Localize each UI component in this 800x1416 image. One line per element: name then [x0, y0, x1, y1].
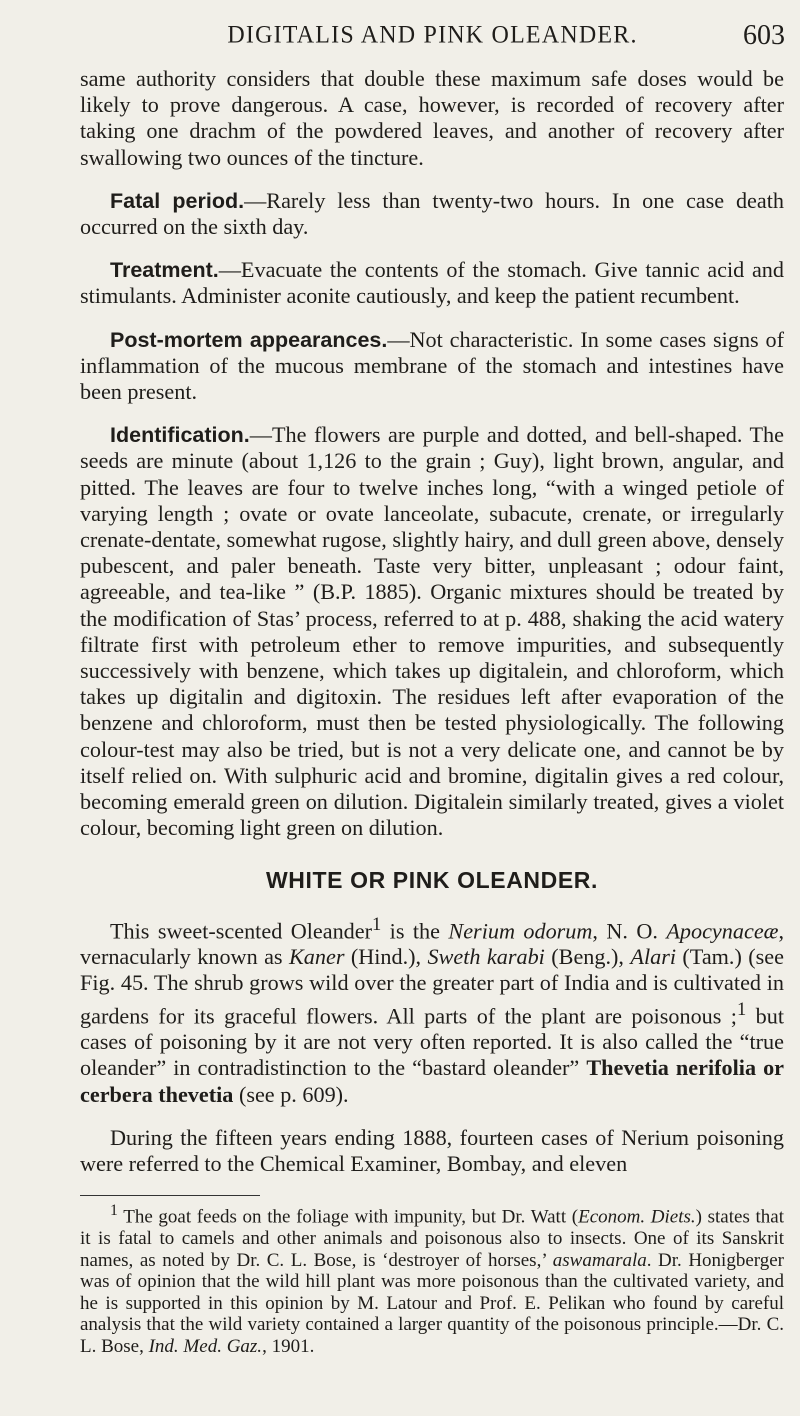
footnote-ref-1: 1 [372, 914, 382, 935]
footnote-journal: Ind. Med. Gaz. [148, 1335, 263, 1357]
oleander-text-3: , N. O. [592, 918, 667, 944]
identification-heading: Identification. [110, 423, 250, 448]
paragraph-post-mortem [80, 327, 784, 406]
family-name: Apocynaceæ [666, 918, 779, 944]
paragraph-fifteen-years: During the fifteen years ending 1888, fourteen cases of Nerium poisoning were referred to the Chemical Examiner, Bombay, and eleven [80, 1124, 784, 1177]
running-head: DIGITALIS AND PINK OLEANDER. [227, 21, 638, 49]
vernacular-sweth: Sweth karabi [427, 944, 545, 970]
paragraph-oleander [80, 912, 784, 1108]
fatal-period-heading: Fatal period. [110, 188, 245, 213]
paragraph-treatment [80, 257, 784, 309]
footnote-text-4: , 1901. [262, 1335, 315, 1357]
oleander-text-6: (Beng.), [544, 944, 631, 970]
body-text [80, 66, 784, 1357]
paragraph-safe-doses: same authority considers that double these maximum safe doses would be likely to prove dangerous. A case, however, is recorded of recovery after taking one drachm of the powdered leaves, and another of recovery after swallowing two ounces of the tincture. [80, 66, 784, 170]
footnote-text-1: The goat feeds on the foliage with impunity, but Dr. Watt ( [117, 1206, 579, 1228]
post-mortem-heading: Post-mortem appearances. [110, 327, 388, 352]
oleander-text-2: is the [381, 918, 449, 944]
footnote-text-2: ) states that it is fatal to camels and other animals and poisonous also to insects. One of its Sanskrit names, as noted by Dr. C. L. Bose, is ‘destroyer of horses,’ [80, 1206, 784, 1271]
paragraph-fatal-period [80, 188, 784, 240]
footnote-econ: Econom. Diets. [578, 1206, 696, 1228]
footnote-marker: 1 [110, 1202, 118, 1220]
thevetia-name: Thevetia nerifolia or cerbera thevetia [80, 1055, 785, 1107]
vernacular-kaner: Kaner [288, 944, 345, 970]
paragraph-identification [80, 422, 784, 841]
post-mortem-text: —Not characteristic. In some cases signs of inflammation of the mucous membrane of the stomach and intestines have been present. [80, 326, 785, 405]
treatment-heading: Treatment. [110, 258, 219, 283]
footnote-text-3: . Dr. Honigberger was of opinion that the wild hill plant was more poisonous than the cultivated variety, and he is supported in this opinion by M. Latour and Prof. E. Pelikan who found by careful analysis that the wild variety contained a larger quantity of the poisonous principle.—Dr. C. L. Bose, [80, 1249, 784, 1357]
vernacular-alari: Alari [630, 944, 677, 970]
oleander-text-9: (see p. 609). [233, 1081, 349, 1107]
oleander-text-7: (Tam.) (see Fig. 45. The shrub grows wild over the greater part of India and is cultivated in gardens for its graceful flowers. All parts of the plant are poisonous ; [80, 944, 784, 1029]
latin-name: Nerium odorum [448, 918, 593, 944]
oleander-text-8: but cases of poisoning by it are not very often reported. It is also called the “true oleander” in contradistinction to the “bastard oleander” [80, 1003, 784, 1081]
page-number: 603 [743, 20, 785, 51]
oleander-text-1: This sweet-scented Oleander [110, 918, 373, 944]
fatal-period-text: —Rarely less than twenty-two hours. In one case death occurred on the sixth day. [80, 187, 784, 240]
section-title: WHITE OR PINK OLEANDER. [266, 867, 598, 894]
footnote-aswa: aswamarala [552, 1249, 647, 1271]
footnote [80, 1200, 784, 1357]
page-header [80, 18, 785, 58]
oleander-text-5: (Hind.), [344, 944, 428, 970]
footnote-ref-2: 1 [736, 999, 747, 1020]
treatment-text: —Evacuate the contents of the stomach. Give tannic acid and stimulants. Administer aconite cautiously, and keep the patient recumbent. [80, 257, 784, 309]
footnote-rule [80, 1195, 260, 1196]
identification-text: —The flowers are purple and dotted, and bell-shaped. The seeds are minute (about 1,126 to the grain ; Guy), light brown, angular, and pitted. The leaves are four to twelve inches long, “with a winged petiole of varying length ; ovate or ovate lanceolate, subacute, crenate, or irregularly crenate-dentate, somewhat rugose, slightly hairy, and dull green above, densely pubescent, and paler beneath. Taste very bitter, unpleasant ; odour faint, agreeable, and tea-like ” (B.P. 1885). Organic mixtures should be treated by the modification of Stas’ process, referred to at p. 488, shaking the acid watery filtrate first with petroleum ether to remove impurities, and subsequently successively with benzene, which takes up digitalein, and chloroform, which takes up digitalin and digitoxin. The residues left after evaporation of the benzene and chloroform, must then be tested physiologically. The following colour-test may also be tried, but is not a very delicate one, and cannot be by itself relied on. With sulphuric acid and bromine, digitalin gives a red colour, becoming emerald green on dilution. Digitalein similarly treated, gives a violet colour, becoming light green on dilution. [80, 422, 785, 841]
oleander-text-4: , vernacularly known as [80, 918, 785, 970]
